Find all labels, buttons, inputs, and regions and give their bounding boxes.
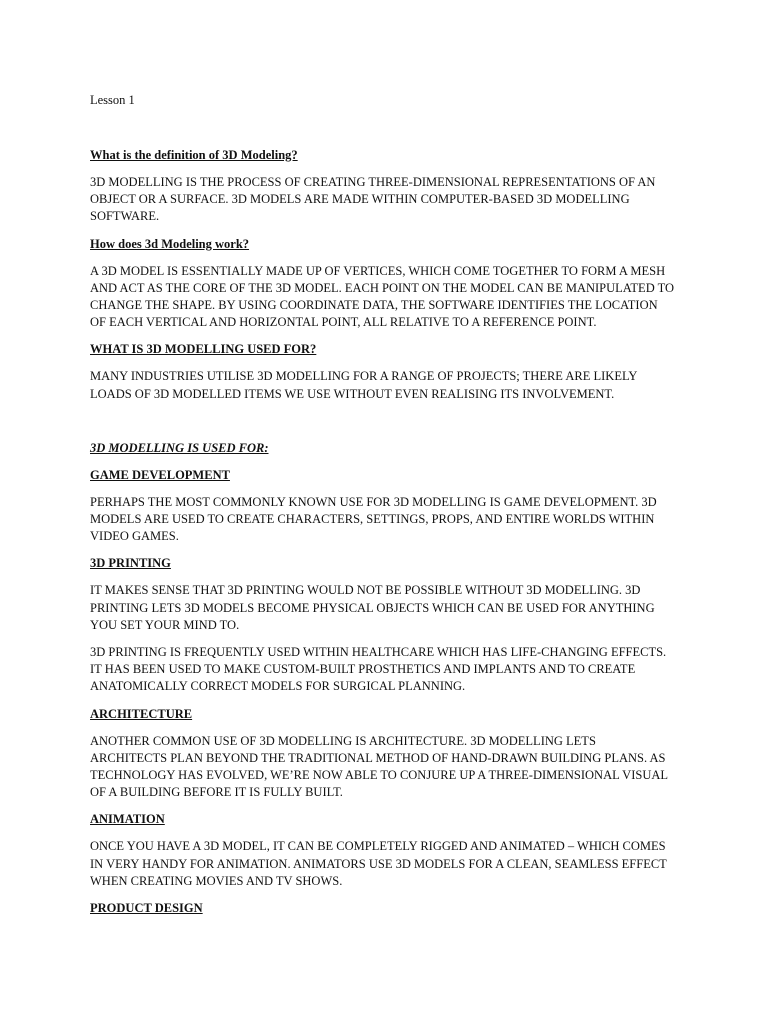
paragraph-line: WHEN CREATING MOVIES AND TV SHOWS. <box>90 873 343 888</box>
animation-paragraph <box>90 838 690 890</box>
game-development-paragraph <box>90 494 690 546</box>
paragraph-line: A 3D MODEL IS ESSENTIALLY MADE UP OF VERTICES, WHICH COME TOGETHER TO FORM A MESH <box>90 263 666 278</box>
used-for-question-heading: WHAT IS 3D MODELLING USED FOR? <box>90 342 317 357</box>
paragraph-line: IN VERY HANDY FOR ANIMATION. ANIMATORS USE 3D MODELS FOR A CLEAN, SEAMLESS EFFECT <box>90 856 667 871</box>
paragraph-line: ONCE YOU HAVE A 3D MODEL, IT CAN BE COMPLETELY RIGGED AND ANIMATED – WHICH COMES <box>90 839 666 854</box>
used-for-question-paragraph <box>90 368 690 402</box>
definition-heading: What is the definition of 3D Modeling? <box>90 148 298 162</box>
how-it-works-heading: How does 3d Modeling work? <box>90 236 250 251</box>
paragraph-line: MODELS ARE USED TO CREATE CHARACTERS, SETTINGS, PROPS, AND ENTIRE WORLDS WITHIN <box>90 512 655 527</box>
paragraph-line: ANATOMICALLY CORRECT MODELS FOR SURGICAL PLANNING. <box>90 679 466 694</box>
blank-line <box>90 413 690 440</box>
printing-paragraph <box>90 582 690 634</box>
product-design-heading: PRODUCT DESIGN <box>90 901 203 916</box>
paragraph-line: OF EACH VERTICAL AND HORIZONTAL POINT, ALL RELATIVE TO A REFERENCE POINT. <box>90 315 597 330</box>
lesson-label: Lesson 1 <box>90 93 135 107</box>
paragraph-line: AND ACT AS THE CORE OF THE 3D MODEL. EACH POINT ON THE MODEL CAN BE MANIPULATED TO <box>90 280 675 295</box>
paragraph-line: PERHAPS THE MOST COMMONLY KNOWN USE FOR 3D MODELLING IS GAME DEVELOPMENT. 3D <box>90 494 657 509</box>
paragraph-line: ARCHITECTS PLAN BEYOND THE TRADITIONAL METHOD OF HAND-DRAWN BUILDING PLANS. AS <box>90 750 666 765</box>
definition-paragraph <box>90 174 690 226</box>
paragraph-line: IT HAS BEEN USED TO MAKE CUSTOM-BUILT PROSTHETICS AND IMPLANTS AND TO CREATE <box>90 662 636 677</box>
animation-heading: ANIMATION <box>90 812 165 827</box>
architecture-paragraph <box>90 733 690 802</box>
paragraph-line: ANOTHER COMMON USE OF 3D MODELLING IS ARCHITECTURE. 3D MODELLING LETS <box>90 733 596 748</box>
paragraph-line: CHANGE THE SHAPE. BY USING COORDINATE DATA, THE SOFTWARE IDENTIFIES THE LOCATION <box>90 298 658 313</box>
document-page <box>90 92 690 927</box>
paragraph-line: SOFTWARE. <box>90 209 160 224</box>
paragraph-line: VIDEO GAMES. <box>90 529 179 544</box>
used-for-list-heading: 3D MODELLING IS USED FOR: <box>90 440 269 455</box>
paragraph-line: 3D PRINTING IS FREQUENTLY USED WITHIN HEALTHCARE WHICH HAS LIFE-CHANGING EFFECTS. <box>90 645 667 660</box>
printing-heading: 3D PRINTING <box>90 556 171 571</box>
paragraph-line: YOU SET YOUR MIND TO. <box>90 617 240 632</box>
game-development-heading: GAME DEVELOPMENT <box>90 467 230 482</box>
how-it-works-paragraph <box>90 263 690 332</box>
architecture-heading: ARCHITECTURE <box>90 706 193 721</box>
paragraph-line: MANY INDUSTRIES UTILISE 3D MODELLING FOR A RANGE OF PROJECTS; THERE ARE LIKELY <box>90 369 638 384</box>
paragraph-line: IT MAKES SENSE THAT 3D PRINTING WOULD NOT BE POSSIBLE WITHOUT 3D MODELLING. 3D <box>90 583 641 598</box>
paragraph-line: OBJECT OR A SURFACE. 3D MODELS ARE MADE WITHIN COMPUTER-BASED 3D MODELLING <box>90 192 630 207</box>
paragraph-line: OF A BUILDING BEFORE IT IS FULLY BUILT. <box>90 785 343 800</box>
paragraph-line: PRINTING LETS 3D MODELS BECOME PHYSICAL OBJECTS WHICH CAN BE USED FOR ANYTHING <box>90 600 655 615</box>
paragraph-line: TECHNOLOGY HAS EVOLVED, WE’RE NOW ABLE TO CONJURE UP A THREE-DIMENSIONAL VISUAL <box>90 768 669 783</box>
printing-healthcare-paragraph <box>90 644 690 696</box>
paragraph-line: 3D MODELLING IS THE PROCESS OF CREATING THREE-DIMENSIONAL REPRESENTATIONS OF AN <box>90 175 656 189</box>
paragraph-line: LOADS OF 3D MODELLED ITEMS WE USE WITHOUT EVEN REALISING ITS INVOLVEMENT. <box>90 386 615 401</box>
